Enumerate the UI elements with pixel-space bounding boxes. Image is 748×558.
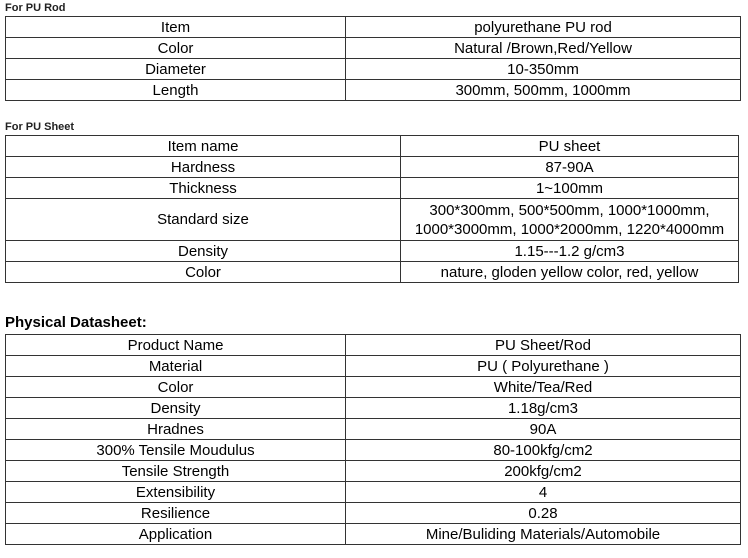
table-row: [6, 503, 741, 524]
row-value: PU ( Polyurethane ): [346, 356, 741, 377]
table-row: [6, 524, 741, 545]
row-label: Item name: [6, 136, 401, 157]
row-label: Standard size: [6, 199, 401, 241]
row-label: Product Name: [6, 335, 346, 356]
row-label: 300% Tensile Moudulus: [6, 440, 346, 461]
row-label: Item: [6, 17, 346, 38]
row-value: 90A: [346, 419, 741, 440]
table-row: [6, 80, 741, 101]
table-row: [6, 461, 741, 482]
row-label: Thickness: [6, 178, 401, 199]
table-row: [6, 178, 739, 199]
row-label: Density: [6, 398, 346, 419]
pu-rod-table: [5, 16, 741, 101]
row-value: nature, gloden yellow color, red, yellow: [401, 262, 739, 283]
row-value: PU Sheet/Rod: [346, 335, 741, 356]
table-row: [6, 136, 739, 157]
row-label: Extensibility: [6, 482, 346, 503]
row-label: Color: [6, 38, 346, 59]
table-row: [6, 59, 741, 80]
physical-datasheet-table: [5, 334, 741, 545]
row-value: White/Tea/Red: [346, 377, 741, 398]
row-value: 1.18g/cm3: [346, 398, 741, 419]
table-row: [6, 356, 741, 377]
table-row: [6, 335, 741, 356]
row-value: 300mm, 500mm, 1000mm: [346, 80, 741, 101]
row-label: Material: [6, 356, 346, 377]
row-label: Length: [6, 80, 346, 101]
table-row: [6, 440, 741, 461]
pu-sheet-caption: For PU Sheet: [5, 121, 75, 133]
row-label: Tensile Strength: [6, 461, 346, 482]
row-label: Hradnes: [6, 419, 346, 440]
row-value: Natural /Brown,Red/Yellow: [346, 38, 741, 59]
row-label: Diameter: [6, 59, 346, 80]
row-label: Color: [6, 377, 346, 398]
row-value: 200kfg/cm2: [346, 461, 741, 482]
table-row: [6, 241, 739, 262]
table-row: [6, 157, 739, 178]
table-row: [6, 398, 741, 419]
pu-sheet-table: [5, 135, 739, 283]
row-label: Density: [6, 241, 401, 262]
row-label: Application: [6, 524, 346, 545]
row-value: 10-350mm: [346, 59, 741, 80]
table-row: [6, 482, 741, 503]
table-row: [6, 419, 741, 440]
table-row: [6, 199, 739, 241]
row-value: PU sheet: [401, 136, 739, 157]
row-value: 4: [346, 482, 741, 503]
table-row: [6, 377, 741, 398]
row-value: 300*300mm, 500*500mm, 1000*1000mm, 1000*3000mm, 1000*2000mm, 1220*4000mm: [401, 199, 739, 241]
row-label: Hardness: [6, 157, 401, 178]
row-label: Color: [6, 262, 401, 283]
physical-datasheet-heading: Physical Datasheet:: [5, 314, 147, 331]
row-value: 1.15---1.2 g/cm3: [401, 241, 739, 262]
row-value: 80-100kfg/cm2: [346, 440, 741, 461]
row-value: 0.28: [346, 503, 741, 524]
table-row: [6, 17, 741, 38]
pu-rod-caption: For PU Rod: [5, 2, 66, 14]
row-value: 87-90A: [401, 157, 739, 178]
row-value: polyurethane PU rod: [346, 17, 741, 38]
row-label: Resilience: [6, 503, 346, 524]
row-value: Mine/Buliding Materials/Automobile: [346, 524, 741, 545]
table-row: [6, 38, 741, 59]
table-row: [6, 262, 739, 283]
row-value: 1~100mm: [401, 178, 739, 199]
